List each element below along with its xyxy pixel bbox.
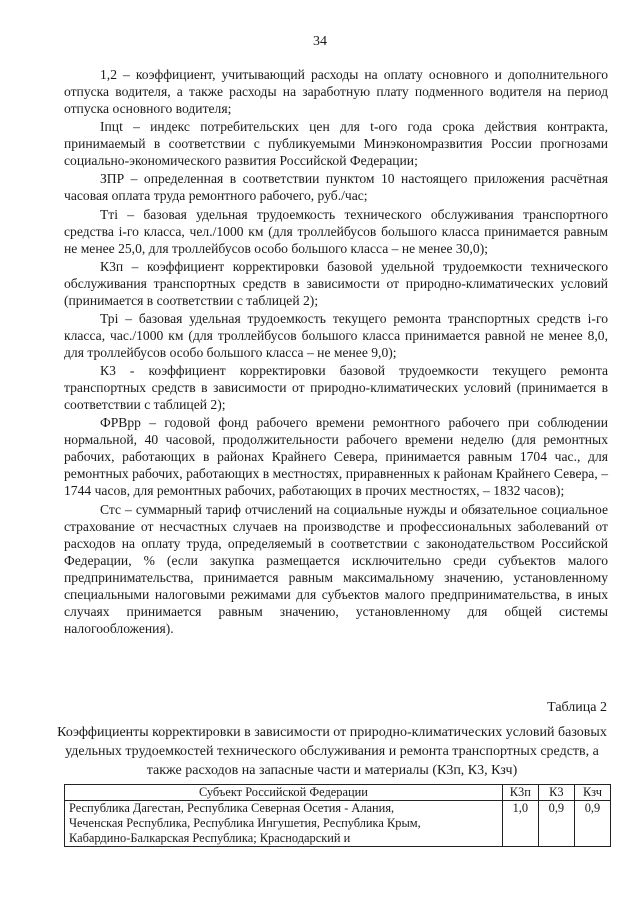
table-row: [65, 801, 611, 847]
cell-k3: 0,9: [538, 801, 574, 847]
cell-subject: [65, 801, 503, 847]
paragraph-coef-1-2: 1,2 – коэффициент, учитывающий расходы на оплату основного и дополнительного отпуска водителя, а также расходы на заработную плату подменного водителя на период отпуска основного водителя;: [64, 67, 608, 116]
paragraph-ipc: Iпцt – индекс потребительских цен для t-ого года срока действия контракта, принимаемый в соответствии с публикуемыми Минэкономразвития России прогнозами социально-экономического развития Российской Федерации;: [64, 119, 608, 169]
paragraph-tri: Трi – базовая удельная трудоемкость текущего ремонта транспортных средств i-го класса, час./1000 км (для троллейбусов большого класса принимается равной не менее 8,0, для троллейбусов особо большого класса – не менее 9,0);: [64, 310, 608, 360]
header-k3p: К3п: [502, 785, 538, 801]
page-number: 34: [313, 34, 327, 49]
paragraph-zpr: ЗПР – определенная в соответствии пунктом 10 настоящего приложения расчётная часовая оплата труда ремонтного рабочего, руб./час;: [64, 171, 608, 204]
body-text: [64, 66, 608, 638]
table-header-row: [65, 785, 611, 801]
paragraph-frv: ФРВрр – годовой фонд рабочего времени ремонтного рабочего при соблюдении нормальной, 40 часовой, продолжительности рабочего времени неделю (для ремонтных рабочих, работающих в районах Крайнего Севера, принимается равным 1704 час., для ремонтных рабочих, работающих в местностях, приравненных к районам Крайнего Севера, – 1744 часов, для ремонтных рабочих, работающих в прочих местностях, – 1832 часов);: [64, 415, 608, 499]
table-label: Таблица 2: [547, 700, 607, 715]
paragraph-tti: Ттi – базовая удельная трудоемкость технического обслуживания транспортного средства i-го класса, чел./1000 км (для троллейбусов большого класса принимается равным не менее 25,0, для троллейбусов особо большого класса – не менее 30,0);: [64, 206, 608, 256]
table-title: Коэффициенты корректировки в зависимости от природно-климатических условий базовых удельных трудоемкостей технического обслуживания и ремонта транспортных средств, а также расходов на запасные части и материалы (К3п, К3, Кзч): [57, 725, 607, 778]
cell-kzch: 0,9: [574, 801, 610, 847]
subject-line: Кабардино-Балкарская Республика; Краснодарский и: [69, 831, 351, 845]
subject-line: Чеченская Республика, Республика Ингушетия, Республика Крым,: [69, 816, 421, 830]
coefficients-table: [64, 784, 611, 847]
header-k3: К3: [538, 785, 574, 801]
header-kzch: Кзч: [574, 785, 610, 801]
paragraph-k3p: К3п – коэффициент корректировки базовой удельной трудоемкости технического обслуживания транспортных средств в зависимости от природно-климатических условий (принимается в соответствии с таблицей 2);: [64, 258, 608, 308]
paragraph-stc: Стс – суммарный тариф отчислений на социальные нужды и обязательное социальное страхование от несчастных случаев на производстве и профессиональных заболеваний от расходов на оплату труда, определяемый в соответствии с законодательством Российской Федерации, % (если закупка размещается исключительно среди субъектов малого предпринимательства, принимается равным максимальному значению, установленному специальными налоговыми режимами для субъектов малого предпринимательства, в иных случаях принимается равным значению, установленному для общей системы налогообложения).: [64, 501, 608, 636]
cell-k3p: 1,0: [502, 801, 538, 847]
header-subject: Субъект Российской Федерации: [65, 785, 503, 801]
subject-line: Республика Дагестан, Республика Северная Осетия - Алания,: [69, 801, 395, 815]
paragraph-k3: К3 - коэффициент корректировки базовой трудоемкости текущего ремонта транспортных средств в зависимости от природно-климатических условий (принимается в соответствии с таблицей 2);: [64, 363, 608, 413]
